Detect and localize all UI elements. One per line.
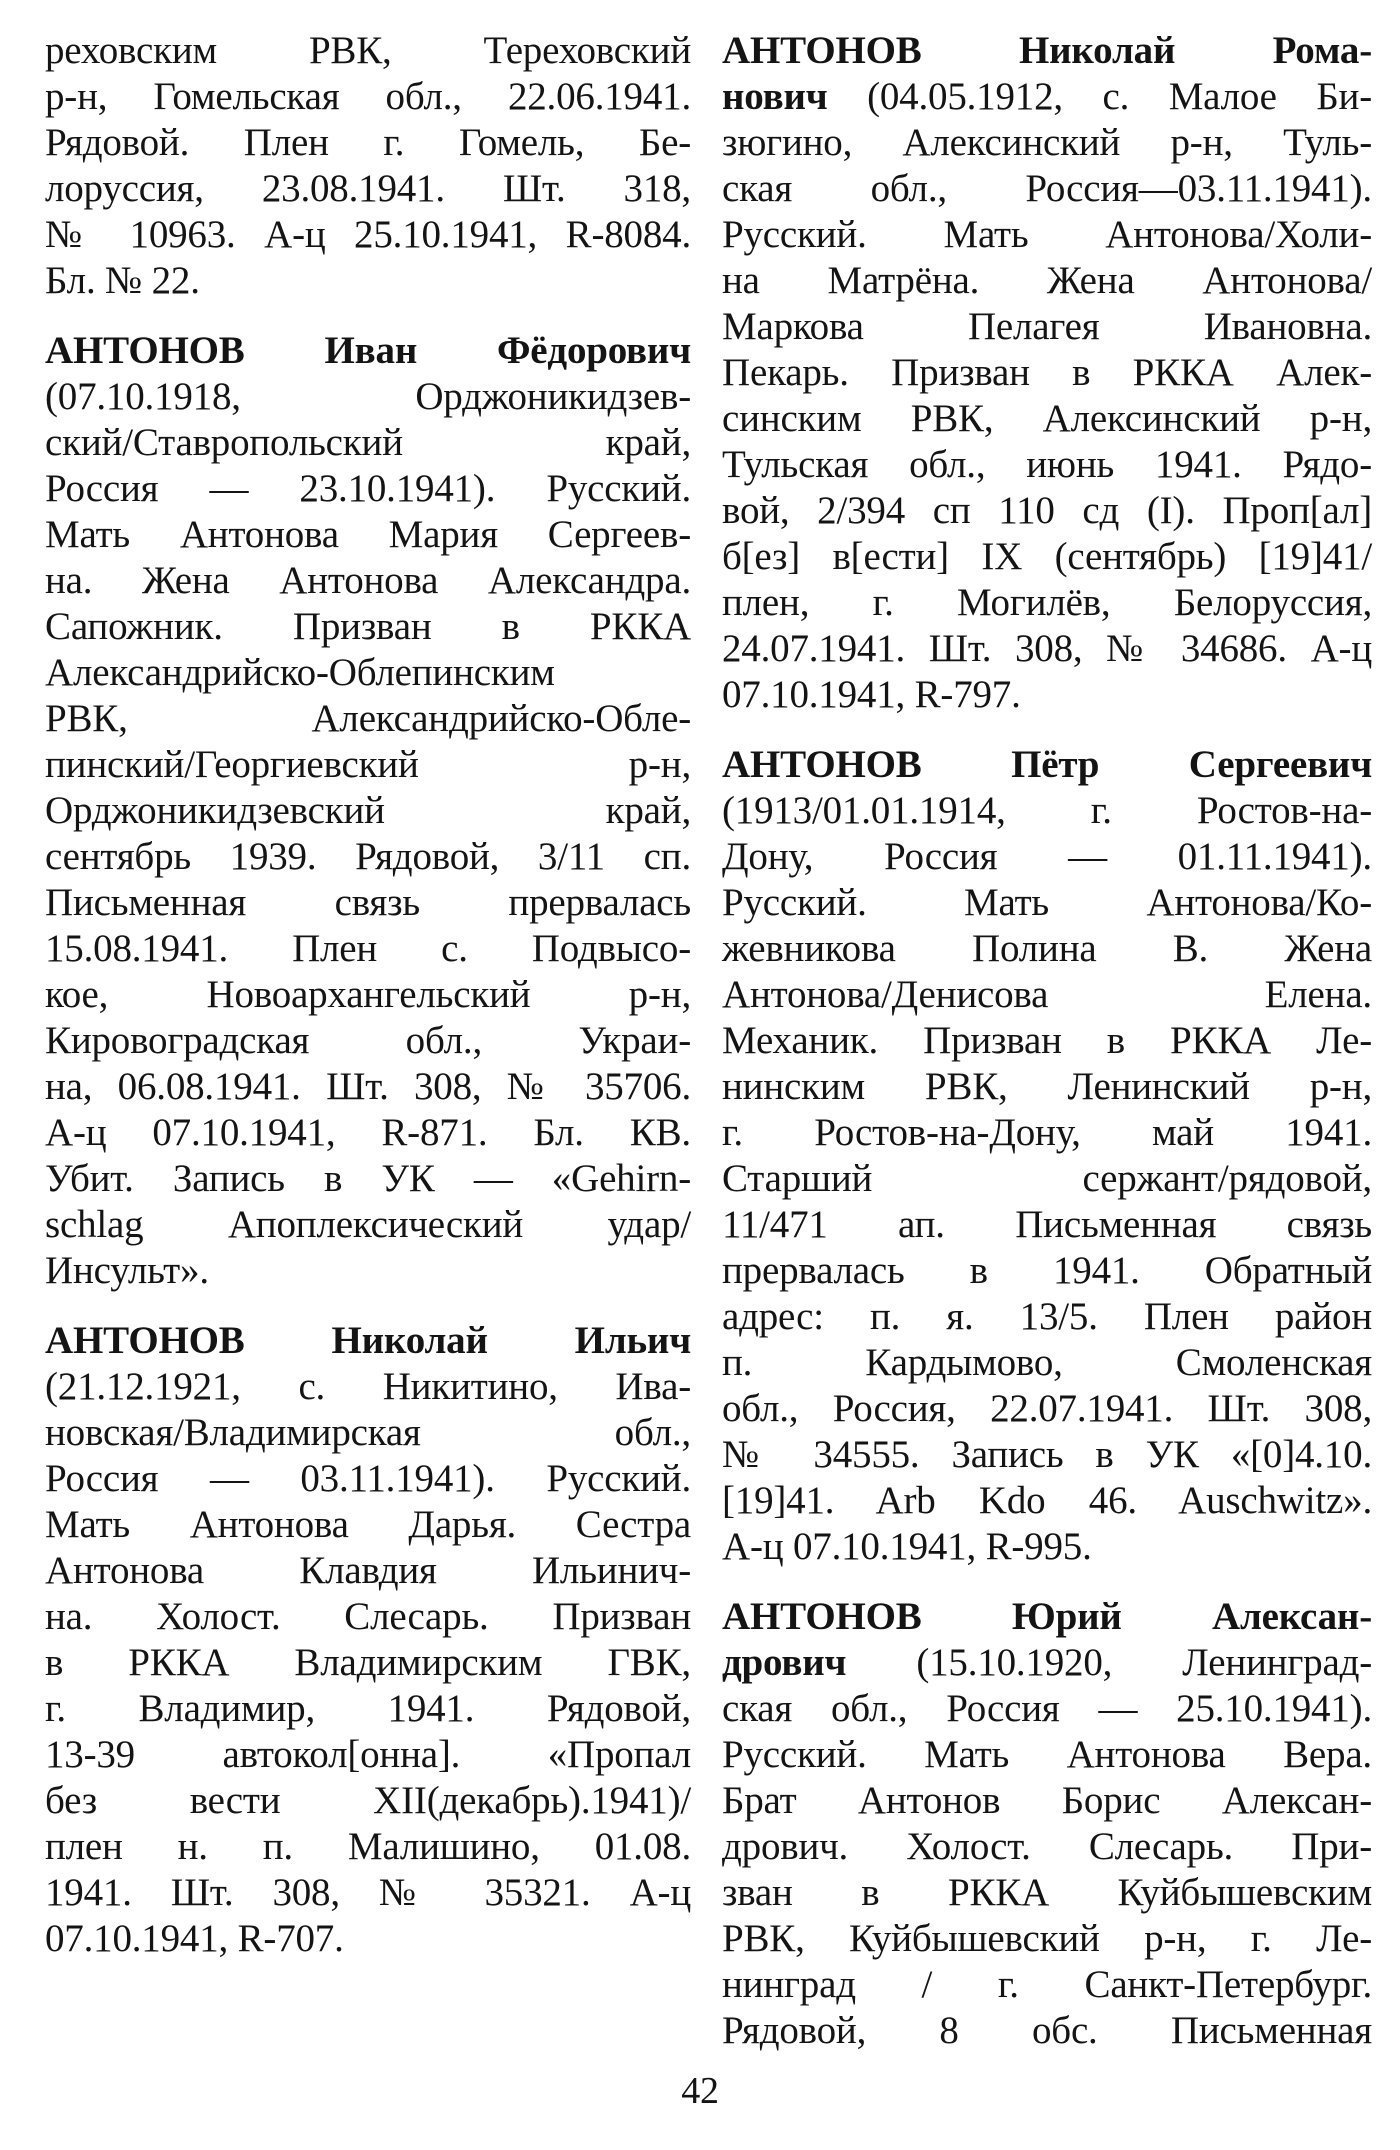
text-segment: (15.10.1920, Ленинград- — [846, 1641, 1372, 1684]
text-segment: Рядовой. Плен г. Гомель, Бе- — [45, 121, 691, 164]
text-line — [722, 1594, 1372, 1640]
text-segment: 07.10.1941, R-797. — [722, 673, 1021, 716]
text-line — [722, 1640, 1372, 1686]
text-line — [45, 604, 691, 650]
text-line — [45, 1364, 691, 1410]
entry-name-bold: дрович — [722, 1641, 847, 1684]
text-line — [45, 166, 691, 212]
text-line — [722, 304, 1372, 350]
text-segment: Дону, Россия — 01.11.1941). — [722, 835, 1372, 878]
text-line — [722, 742, 1372, 788]
text-line — [45, 972, 691, 1018]
entry-antonov-pyotr-sergeyevich — [722, 742, 1372, 1570]
text-segment: на, 06.08.1941. Шт. 308, № 35706. — [45, 1065, 691, 1108]
text-line — [45, 1156, 691, 1202]
text-segment: (21.12.1921, с. Никитино, Ива- — [45, 1365, 691, 1408]
page-number: 42 — [681, 2070, 719, 2112]
entry-antonov-nikolay-romanovich — [722, 28, 1372, 718]
text-segment: сентябрь 1939. Рядовой, 3/11 сп. — [45, 835, 691, 878]
text-line — [45, 1018, 691, 1064]
text-segment: жевникова Полина В. Жена — [722, 927, 1372, 970]
text-segment: Сапожник. Призван в РККА — [45, 605, 691, 648]
text-segment: Маркова Пелагея Ивановна. — [722, 305, 1372, 348]
text-line — [45, 926, 691, 972]
text-line — [45, 1778, 691, 1824]
entry-name-bold: АНТОНОВ Иван Фёдорович — [45, 329, 691, 372]
text-segment: прервалась в 1941. Обратный — [722, 1249, 1372, 1292]
text-segment: г. Ростов-на-Дону, май 1941. — [722, 1111, 1372, 1154]
text-line — [45, 1110, 691, 1156]
text-line — [45, 512, 691, 558]
text-segment: Мать Антонова Дарья. Сестра — [45, 1503, 691, 1546]
text-line — [722, 1778, 1372, 1824]
text-line — [722, 1962, 1372, 2008]
text-line — [45, 1640, 691, 1686]
text-segment: 11/471 ап. Письменная связь — [722, 1203, 1372, 1246]
text-line — [722, 28, 1372, 74]
entry-antonov-ivan-fyodorovich — [45, 328, 691, 1294]
text-segment: адрес: п. я. 13/5. Плен район — [722, 1295, 1372, 1338]
text-line — [45, 1870, 691, 1916]
text-line — [45, 1824, 691, 1870]
text-line — [45, 212, 691, 258]
text-line — [722, 166, 1372, 212]
text-line — [45, 1686, 691, 1732]
text-line — [722, 1018, 1372, 1064]
text-line — [722, 972, 1372, 1018]
text-segment: реховским РВК, Тереховский — [45, 29, 691, 72]
text-segment: нинским РВК, Ленинский р-н, — [722, 1065, 1372, 1108]
right-text-column — [722, 28, 1372, 2054]
text-line — [722, 442, 1372, 488]
text-segment: зван в РККА Куйбышевским — [722, 1871, 1372, 1914]
text-line — [45, 1548, 691, 1594]
text-segment: Антонова Клавдия Ильинич- — [45, 1549, 691, 1592]
text-segment: пинский/Георгиевский р-н, — [45, 743, 691, 786]
text-segment: на. Холост. Слесарь. Призван — [45, 1595, 691, 1638]
text-segment: синским РВК, Алексинский р-н, — [722, 397, 1372, 440]
text-line — [722, 1824, 1372, 1870]
text-line — [45, 74, 691, 120]
entry-name-bold: АНТОНОВ Юрий Алексан- — [722, 1595, 1372, 1638]
text-line — [722, 580, 1372, 626]
text-segment: ская обл., Россия — 25.10.1941). — [722, 1687, 1372, 1730]
text-line — [45, 558, 691, 604]
text-segment: вой, 2/394 сп 110 сд (I). Проп[ал] — [722, 489, 1372, 532]
text-segment: 13-39 автокол[онна]. «Пропал — [45, 1733, 691, 1776]
text-line — [45, 1502, 691, 1548]
text-line — [722, 1386, 1372, 1432]
text-line — [722, 1686, 1372, 1732]
text-line — [722, 1064, 1372, 1110]
text-segment: р-н, Гомельская обл., 22.06.1941. — [45, 75, 691, 118]
text-segment: б[ез] в[ести] IX (сентябрь) [19]41/ — [722, 535, 1372, 578]
text-segment: плен, г. Могилёв, Белоруссия, — [722, 581, 1372, 624]
text-segment: Старший сержант/рядовой, — [722, 1157, 1372, 1200]
text-line — [45, 258, 691, 304]
text-segment: в РККА Владимирским ГВК, — [45, 1641, 691, 1684]
text-line — [722, 2008, 1372, 2054]
text-segment: Россия — 03.11.1941). Русский. — [45, 1457, 691, 1500]
text-segment: 24.07.1941. Шт. 308, № 34686. А-ц — [722, 627, 1372, 670]
text-segment: Письменная связь прервалась — [45, 881, 691, 924]
entry-name-bold: нович — [722, 75, 828, 118]
text-segment: Россия — 23.10.1941). Русский. — [45, 467, 691, 510]
entry-continuation-from-previous-page — [45, 28, 691, 304]
text-segment: Механик. Призван в РККА Ле- — [722, 1019, 1372, 1062]
text-segment: А-ц 07.10.1941, R-871. Бл. КВ. — [45, 1111, 691, 1154]
text-line — [45, 1916, 691, 1962]
text-segment: (1913/01.01.1914, г. Ростов-на- — [722, 789, 1372, 832]
text-line — [722, 1732, 1372, 1778]
text-line — [722, 1916, 1372, 1962]
text-segment: Александрийско-Облепинским — [45, 651, 555, 694]
text-line — [722, 1294, 1372, 1340]
text-segment: плен н. п. Малишино, 01.08. — [45, 1825, 691, 1868]
text-line — [722, 120, 1372, 166]
text-line — [722, 74, 1372, 120]
text-segment: № 10963. А-ц 25.10.1941, R-8084. — [45, 213, 691, 256]
text-segment: А-ц 07.10.1941, R-995. — [722, 1525, 1092, 1568]
text-line — [722, 1110, 1372, 1156]
text-line — [45, 120, 691, 166]
text-segment: Русский. Мать Антонова/Ко- — [722, 881, 1372, 924]
text-line — [722, 834, 1372, 880]
text-line — [45, 880, 691, 926]
text-line — [722, 926, 1372, 972]
text-line — [45, 1202, 691, 1248]
text-line — [45, 374, 691, 420]
text-line — [45, 742, 691, 788]
text-segment: лоруссия, 23.08.1941. Шт. 318, — [45, 167, 691, 210]
text-line — [722, 212, 1372, 258]
text-segment: schlag Апоплексический удар/ — [45, 1203, 691, 1246]
text-segment: обл., Россия, 22.07.1941. Шт. 308, — [722, 1387, 1372, 1430]
text-line — [722, 1524, 1372, 1570]
text-line — [45, 420, 691, 466]
text-segment: без вести XII(декабрь).1941)/ — [45, 1779, 691, 1822]
text-segment: 1941. Шт. 308, № 35321. А-ц — [45, 1871, 691, 1914]
text-segment: Пекарь. Призван в РККА Алек- — [722, 351, 1372, 394]
entry-name-bold: АНТОНОВ Николай Ильич — [45, 1319, 691, 1362]
text-segment: Орджоникидзевский край, — [45, 789, 691, 832]
text-segment: Убит. Запись в УК — «Gehirn- — [45, 1157, 691, 1200]
text-line — [722, 1870, 1372, 1916]
text-line — [45, 1318, 691, 1364]
text-line — [722, 396, 1372, 442]
text-line — [722, 534, 1372, 580]
entry-antonov-nikolay-ilyich — [45, 1318, 691, 1962]
text-line — [45, 1410, 691, 1456]
text-line — [722, 626, 1372, 672]
text-line — [722, 1248, 1372, 1294]
entry-name-bold: АНТОНОВ Пётр Сергеевич — [722, 743, 1372, 786]
text-segment: Брат Антонов Борис Алексан- — [722, 1779, 1372, 1822]
text-line — [722, 488, 1372, 534]
text-line — [45, 696, 691, 742]
text-segment: РВК, Александрийско-Обле- — [45, 697, 691, 740]
text-segment: (04.05.1912, с. Малое Би- — [827, 75, 1372, 118]
text-segment: зюгино, Алексинский р-н, Туль- — [722, 121, 1372, 164]
text-segment: Тульская обл., июнь 1941. Рядо- — [722, 443, 1372, 486]
text-line — [45, 788, 691, 834]
text-segment: Бл. № 22. — [45, 259, 200, 302]
text-line — [45, 1248, 691, 1294]
text-line — [722, 1202, 1372, 1248]
text-line — [722, 1432, 1372, 1478]
entry-antonov-yuriy-aleksandrovich — [722, 1594, 1372, 2054]
text-line — [45, 1732, 691, 1778]
text-line — [722, 350, 1372, 396]
text-segment: ская обл., Россия—03.11.1941). — [722, 167, 1372, 210]
left-text-column — [45, 28, 691, 1962]
text-line — [45, 28, 691, 74]
entry-name-bold: АНТОНОВ Николай Рома- — [722, 29, 1372, 72]
text-segment: новская/Владимирская обл., — [45, 1411, 691, 1454]
text-segment: нинград / г. Санкт-Петербург. — [722, 1963, 1372, 2006]
text-line — [45, 1064, 691, 1110]
text-segment: Рядовой, 8 обс. Письменная — [722, 2009, 1372, 2052]
text-segment: Антонова/Денисова Елена. — [722, 973, 1372, 1016]
text-segment: [19]41. Arb Kdo 46. Auschwitz». — [722, 1479, 1372, 1522]
text-line — [45, 1594, 691, 1640]
text-segment: г. Владимир, 1941. Рядовой, — [45, 1687, 691, 1730]
text-segment: РВК, Куйбышевский р-н, г. Ле- — [722, 1917, 1372, 1960]
text-line — [45, 328, 691, 374]
text-segment: (07.10.1918, Орджоникидзев- — [45, 375, 691, 418]
text-segment: Русский. Мать Антонова/Холи- — [722, 213, 1372, 256]
text-segment: ский/Ставропольский край, — [45, 421, 691, 464]
text-line — [722, 672, 1372, 718]
text-segment: Русский. Мать Антонова Вера. — [722, 1733, 1372, 1776]
text-segment: дрович. Холост. Слесарь. При- — [722, 1825, 1372, 1868]
text-segment: № 34555. Запись в УК «[0]4.10. — [722, 1433, 1372, 1476]
text-segment: Мать Антонова Мария Сергеев- — [45, 513, 691, 556]
text-segment: на Матрёна. Жена Антонова/ — [722, 259, 1372, 302]
text-segment: п. Кардымово, Смоленская — [722, 1341, 1372, 1384]
text-line — [722, 1156, 1372, 1202]
text-line — [45, 650, 691, 696]
text-segment: 07.10.1941, R-707. — [45, 1917, 344, 1960]
text-line — [722, 258, 1372, 304]
text-line — [45, 466, 691, 512]
text-segment: кое, Новоархангельский р-н, — [45, 973, 691, 1016]
text-line — [722, 1340, 1372, 1386]
text-line — [722, 788, 1372, 834]
text-line — [45, 1456, 691, 1502]
text-line — [722, 1478, 1372, 1524]
text-segment: Кировоградская обл., Украи- — [45, 1019, 691, 1062]
text-segment: 15.08.1941. Плен с. Подвысо- — [45, 927, 691, 970]
text-segment: Инсульт». — [45, 1249, 209, 1292]
text-line — [45, 834, 691, 880]
text-line — [722, 880, 1372, 926]
text-segment: на. Жена Антонова Александра. — [45, 559, 691, 602]
